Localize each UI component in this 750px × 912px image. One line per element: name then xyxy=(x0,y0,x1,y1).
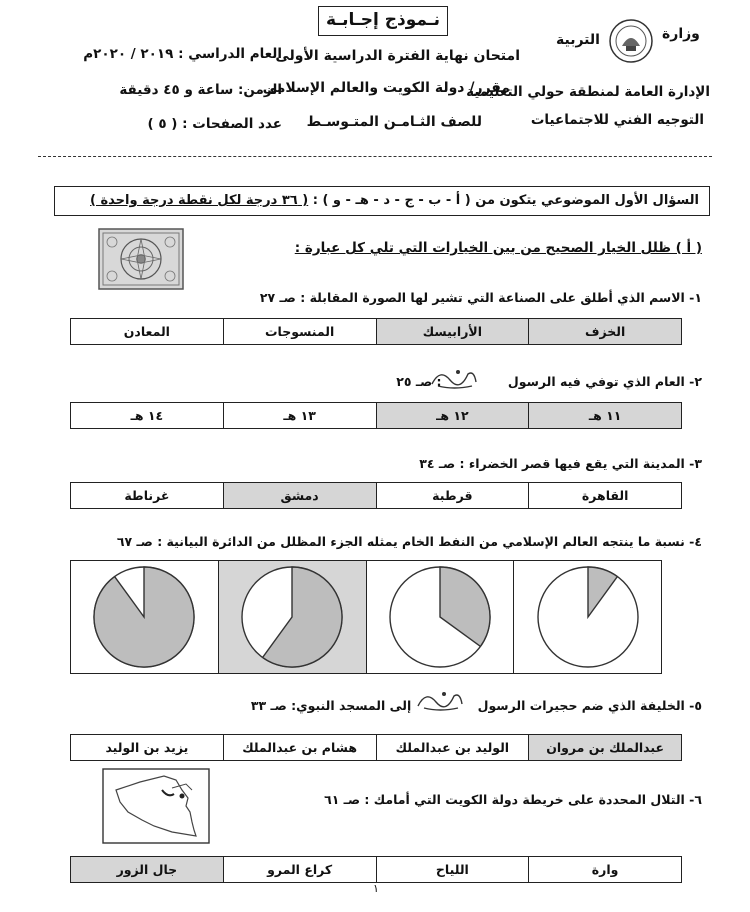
course-name: مقرر/ دولة الكويت والعالم الإسلامي xyxy=(262,80,510,96)
answer-model-title: نـموذج إجـابـة xyxy=(318,6,448,36)
item2-option[interactable]: ١٢ هـ xyxy=(376,403,529,429)
ministry-emblem xyxy=(608,18,654,64)
supervision-name: التوجيه الفني للاجتماعيات xyxy=(530,112,704,128)
item5-text xyxy=(251,698,702,713)
ministry-line2: التربية xyxy=(556,32,600,48)
item1-option[interactable]: المعادن xyxy=(71,319,224,345)
item3-options xyxy=(70,482,682,509)
academic-year: العام الدراسي : ٢٠١٩ / ٢٠٢٠م xyxy=(83,46,282,62)
item2-options xyxy=(70,402,682,429)
pie-chart xyxy=(532,565,644,669)
question1-box xyxy=(54,186,710,216)
district-name: الإدارة العامة لمنطقة حولي التعليمية xyxy=(466,84,710,100)
item4-pie-option[interactable] xyxy=(218,561,366,673)
item3-option[interactable]: دمشق xyxy=(223,483,376,509)
item1-option[interactable]: المنسوجات xyxy=(223,319,376,345)
item5-text-before: ٥- الخليفة الذي ضم حجيرات الرسول xyxy=(477,698,702,713)
item4-pie-options xyxy=(70,560,662,674)
question1-title: السؤال الأول الموضوعي يتكون من ( أ - ب - ج - د - هـ - و ) : xyxy=(312,193,699,208)
item1-text: ١- الاسم الذي أطلق على الصناعة التي تشير لها الصورة المقابلة : صـ ٢٧ xyxy=(259,290,702,305)
item4-pie-option[interactable] xyxy=(71,561,218,673)
item1-option[interactable]: الأرابيسك xyxy=(376,319,529,345)
exam-time: الزمن: ساعة و ٤٥ دقيقة xyxy=(119,82,282,98)
item3-option[interactable]: قرطبة xyxy=(376,483,529,509)
pie-chart xyxy=(384,565,496,669)
item3-option[interactable]: القاهرة xyxy=(529,483,682,509)
calligraphy-pbuh-icon xyxy=(428,364,480,392)
calligraphy-pbuh-icon xyxy=(414,686,466,714)
grade-name: للصف الثـامـن المتـوسـط xyxy=(306,114,482,130)
item5-text-after: إلى المسجد النبوي: صـ ٣٣ xyxy=(250,698,412,713)
pie-shaded-slice xyxy=(94,567,194,667)
arabesque-image xyxy=(98,228,184,290)
item3-text: ٣- المدينة التي يقع فيها قصر الخضراء : صـ ٣٤ xyxy=(419,456,702,471)
item4-pie-option[interactable] xyxy=(513,561,661,673)
kuwait-map-image xyxy=(102,768,210,844)
item1-options xyxy=(70,318,682,345)
item5-option[interactable]: الوليد بن عبدالملك xyxy=(376,735,529,761)
item2-option[interactable]: ١٤ هـ xyxy=(71,403,224,429)
item5-option[interactable]: يزيد بن الوليد xyxy=(71,735,224,761)
pie-chart xyxy=(88,565,200,669)
item6-option[interactable]: كراع المرو xyxy=(223,857,376,883)
item6-options xyxy=(70,856,682,883)
exam-title: امتحان نهاية الفترة الدراسية الأولى xyxy=(275,48,520,64)
item5-option[interactable]: هشام بن عبدالملك xyxy=(223,735,376,761)
item2-option[interactable]: ١١ هـ xyxy=(529,403,682,429)
page-count: عدد الصفحات : ( ٥ ) xyxy=(147,116,282,132)
item6-text: ٦- التلال المحددة على خريطة دولة الكويت التي أمامك : صـ ٦١ xyxy=(324,792,702,807)
item6-option[interactable]: اللياح xyxy=(376,857,529,883)
item2-text xyxy=(396,374,702,389)
item5-option[interactable]: عبدالملك بن مروان xyxy=(529,735,682,761)
item6-option[interactable]: جال الزور xyxy=(71,857,224,883)
pie-chart xyxy=(236,565,348,669)
item4-pie-option[interactable] xyxy=(366,561,514,673)
page-number: ١ xyxy=(373,882,379,895)
item1-option[interactable]: الخزف xyxy=(529,319,682,345)
ministry-line1: وزارة xyxy=(662,26,700,42)
item4-text: ٤- نسبة ما ينتجه العالم الإسلامي من النفط الخام يمثله الجزء المظلل من الدائرة البيانية : صـ ٦٧ xyxy=(116,534,702,549)
item2-option[interactable]: ١٣ هـ xyxy=(223,403,376,429)
header-divider xyxy=(38,156,712,157)
item6-option[interactable]: وارة xyxy=(529,857,682,883)
item2-text-before: ٢- العام الذي توفي فيه الرسول xyxy=(507,374,702,389)
item3-option[interactable]: غرناطة xyxy=(71,483,224,509)
question1-points: ( ٣٦ درجة لكل نقطة درجة واحدة ) xyxy=(90,193,309,208)
part-a-instruction: ( أ ) ظلل الخيار الصحيح من بين الخيارات التي تلي كل عبارة : xyxy=(294,240,702,256)
item2-text-after: : صـ ٢٥ xyxy=(396,374,442,389)
item5-options xyxy=(70,734,682,761)
